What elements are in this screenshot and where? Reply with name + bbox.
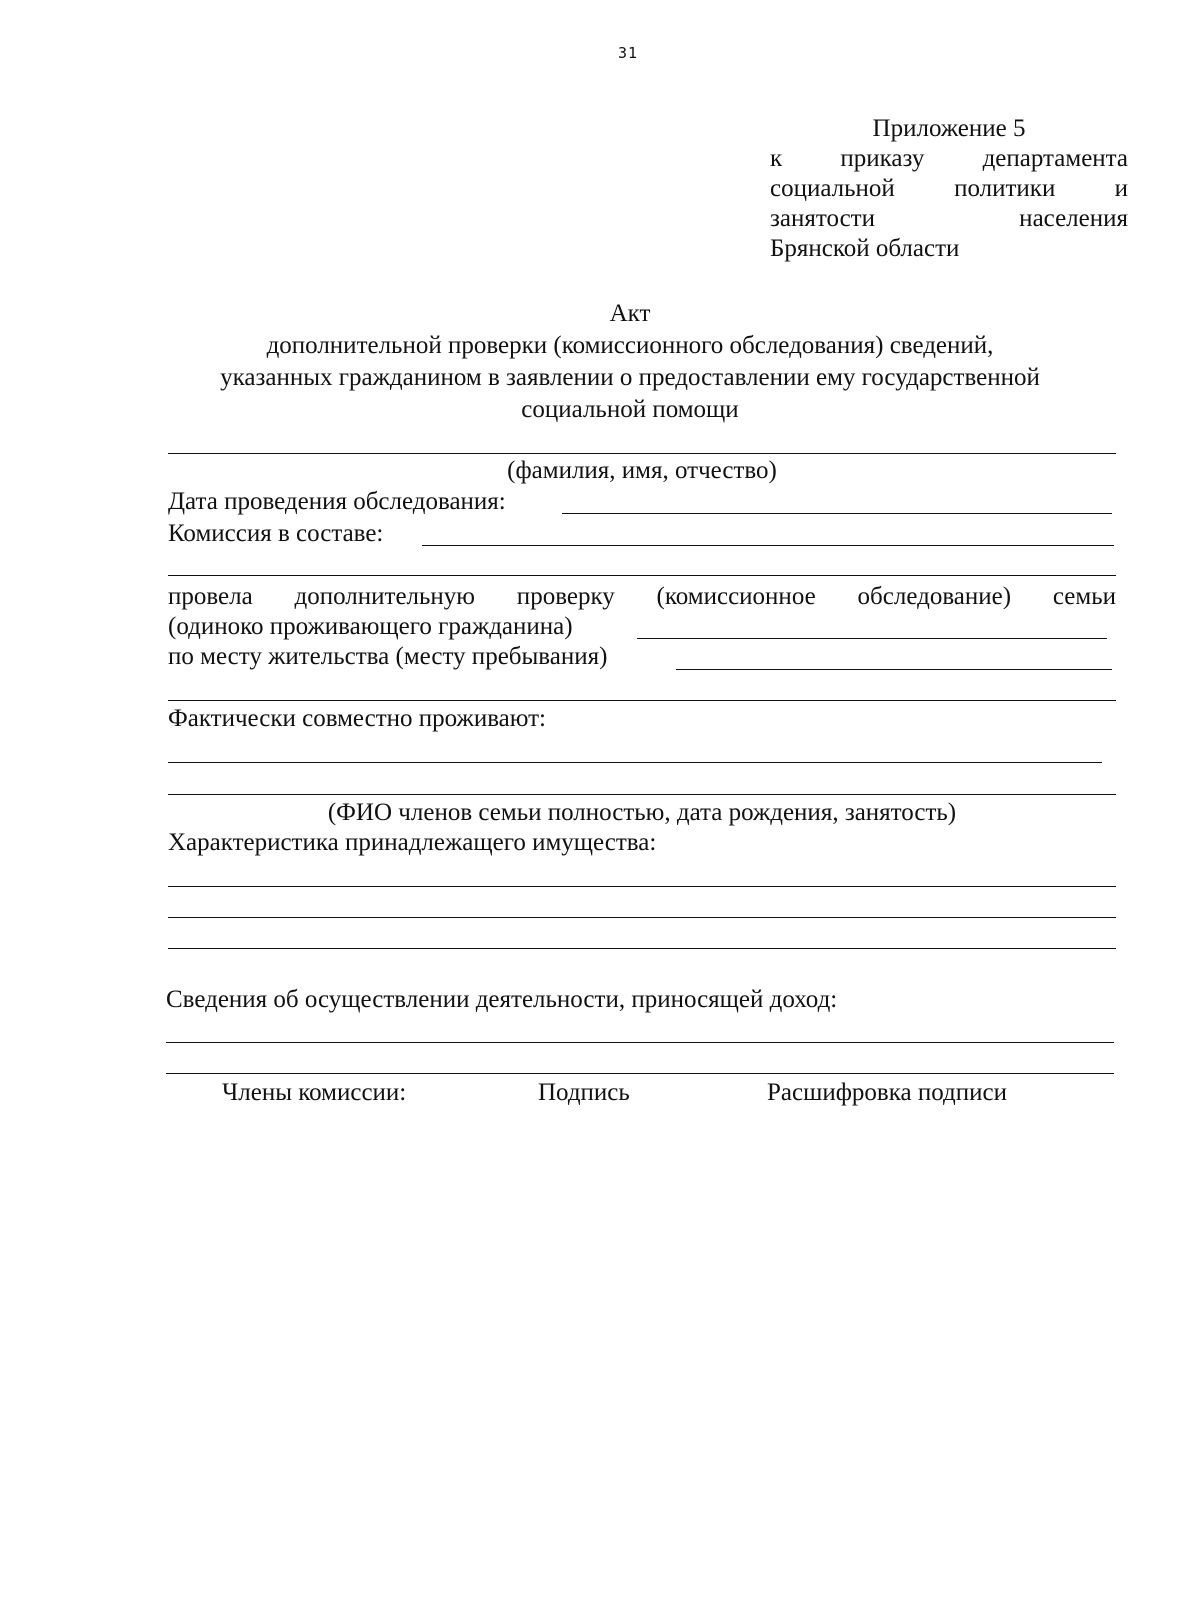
date-line <box>562 513 1112 514</box>
document-title-line-3: указанных гражданином в заявлении о предоставлении ему государственной <box>220 364 1040 391</box>
property-line-2 <box>168 917 1116 918</box>
residence-label: по месту жительства (месту пребывания) <box>168 643 608 670</box>
family-caption: (ФИО членов семьи полностью, дата рождения, занятость) <box>327 799 957 826</box>
members-label: Члены комиссии: <box>222 1079 407 1106</box>
document-title-act: Акт <box>609 300 651 327</box>
date-label: Дата проведения обследования: <box>168 488 506 515</box>
residence-line <box>676 669 1112 670</box>
citizen-line <box>637 638 1107 639</box>
property-line-1 <box>168 886 1116 887</box>
appendix-block <box>770 114 1128 264</box>
property-line-3 <box>168 948 1116 949</box>
fio-caption: (фамилия, имя, отчество) <box>507 457 777 484</box>
signature-label: Подпись <box>538 1079 630 1106</box>
property-label: Характеристика принадлежащего имущества: <box>168 829 657 856</box>
appendix-title: Приложение 5 <box>872 115 1026 142</box>
income-line-2 <box>166 1073 1114 1074</box>
appendix-line-1: к приказу департамента <box>770 145 1128 172</box>
document-title-line-2: дополнительной проверки (комиссионного обследования) сведений, <box>266 332 994 359</box>
commission-line-2 <box>168 575 1116 576</box>
cohabit-line-1 <box>168 762 1102 763</box>
commission-line <box>422 545 1114 546</box>
check-line-2: (одиноко проживающего гражданина) <box>168 613 573 640</box>
commission-label: Комиссия в составе: <box>168 520 384 547</box>
appendix-line-3: занятости населения <box>770 205 1128 232</box>
appendix-line-2: социальной политики и <box>770 175 1128 202</box>
check-line-1: провела дополнительную проверку (комиссионное обследование) семьи <box>168 583 1116 610</box>
decoding-label: Расшифровка подписи <box>767 1079 1007 1106</box>
income-line-1 <box>166 1042 1114 1043</box>
cohabit-label: Фактически совместно проживают: <box>168 705 546 732</box>
income-label: Сведения об осуществлении деятельности, приносящей доход: <box>166 986 838 1013</box>
cohabit-line-2 <box>168 794 1116 795</box>
residence-line-2 <box>168 700 1116 701</box>
fio-line <box>168 453 1116 454</box>
page-number: 31 <box>617 44 639 62</box>
document-title <box>150 298 1110 426</box>
appendix-line-4: Брянской области <box>770 235 960 262</box>
document-title-line-4: социальной помощи <box>521 396 739 423</box>
